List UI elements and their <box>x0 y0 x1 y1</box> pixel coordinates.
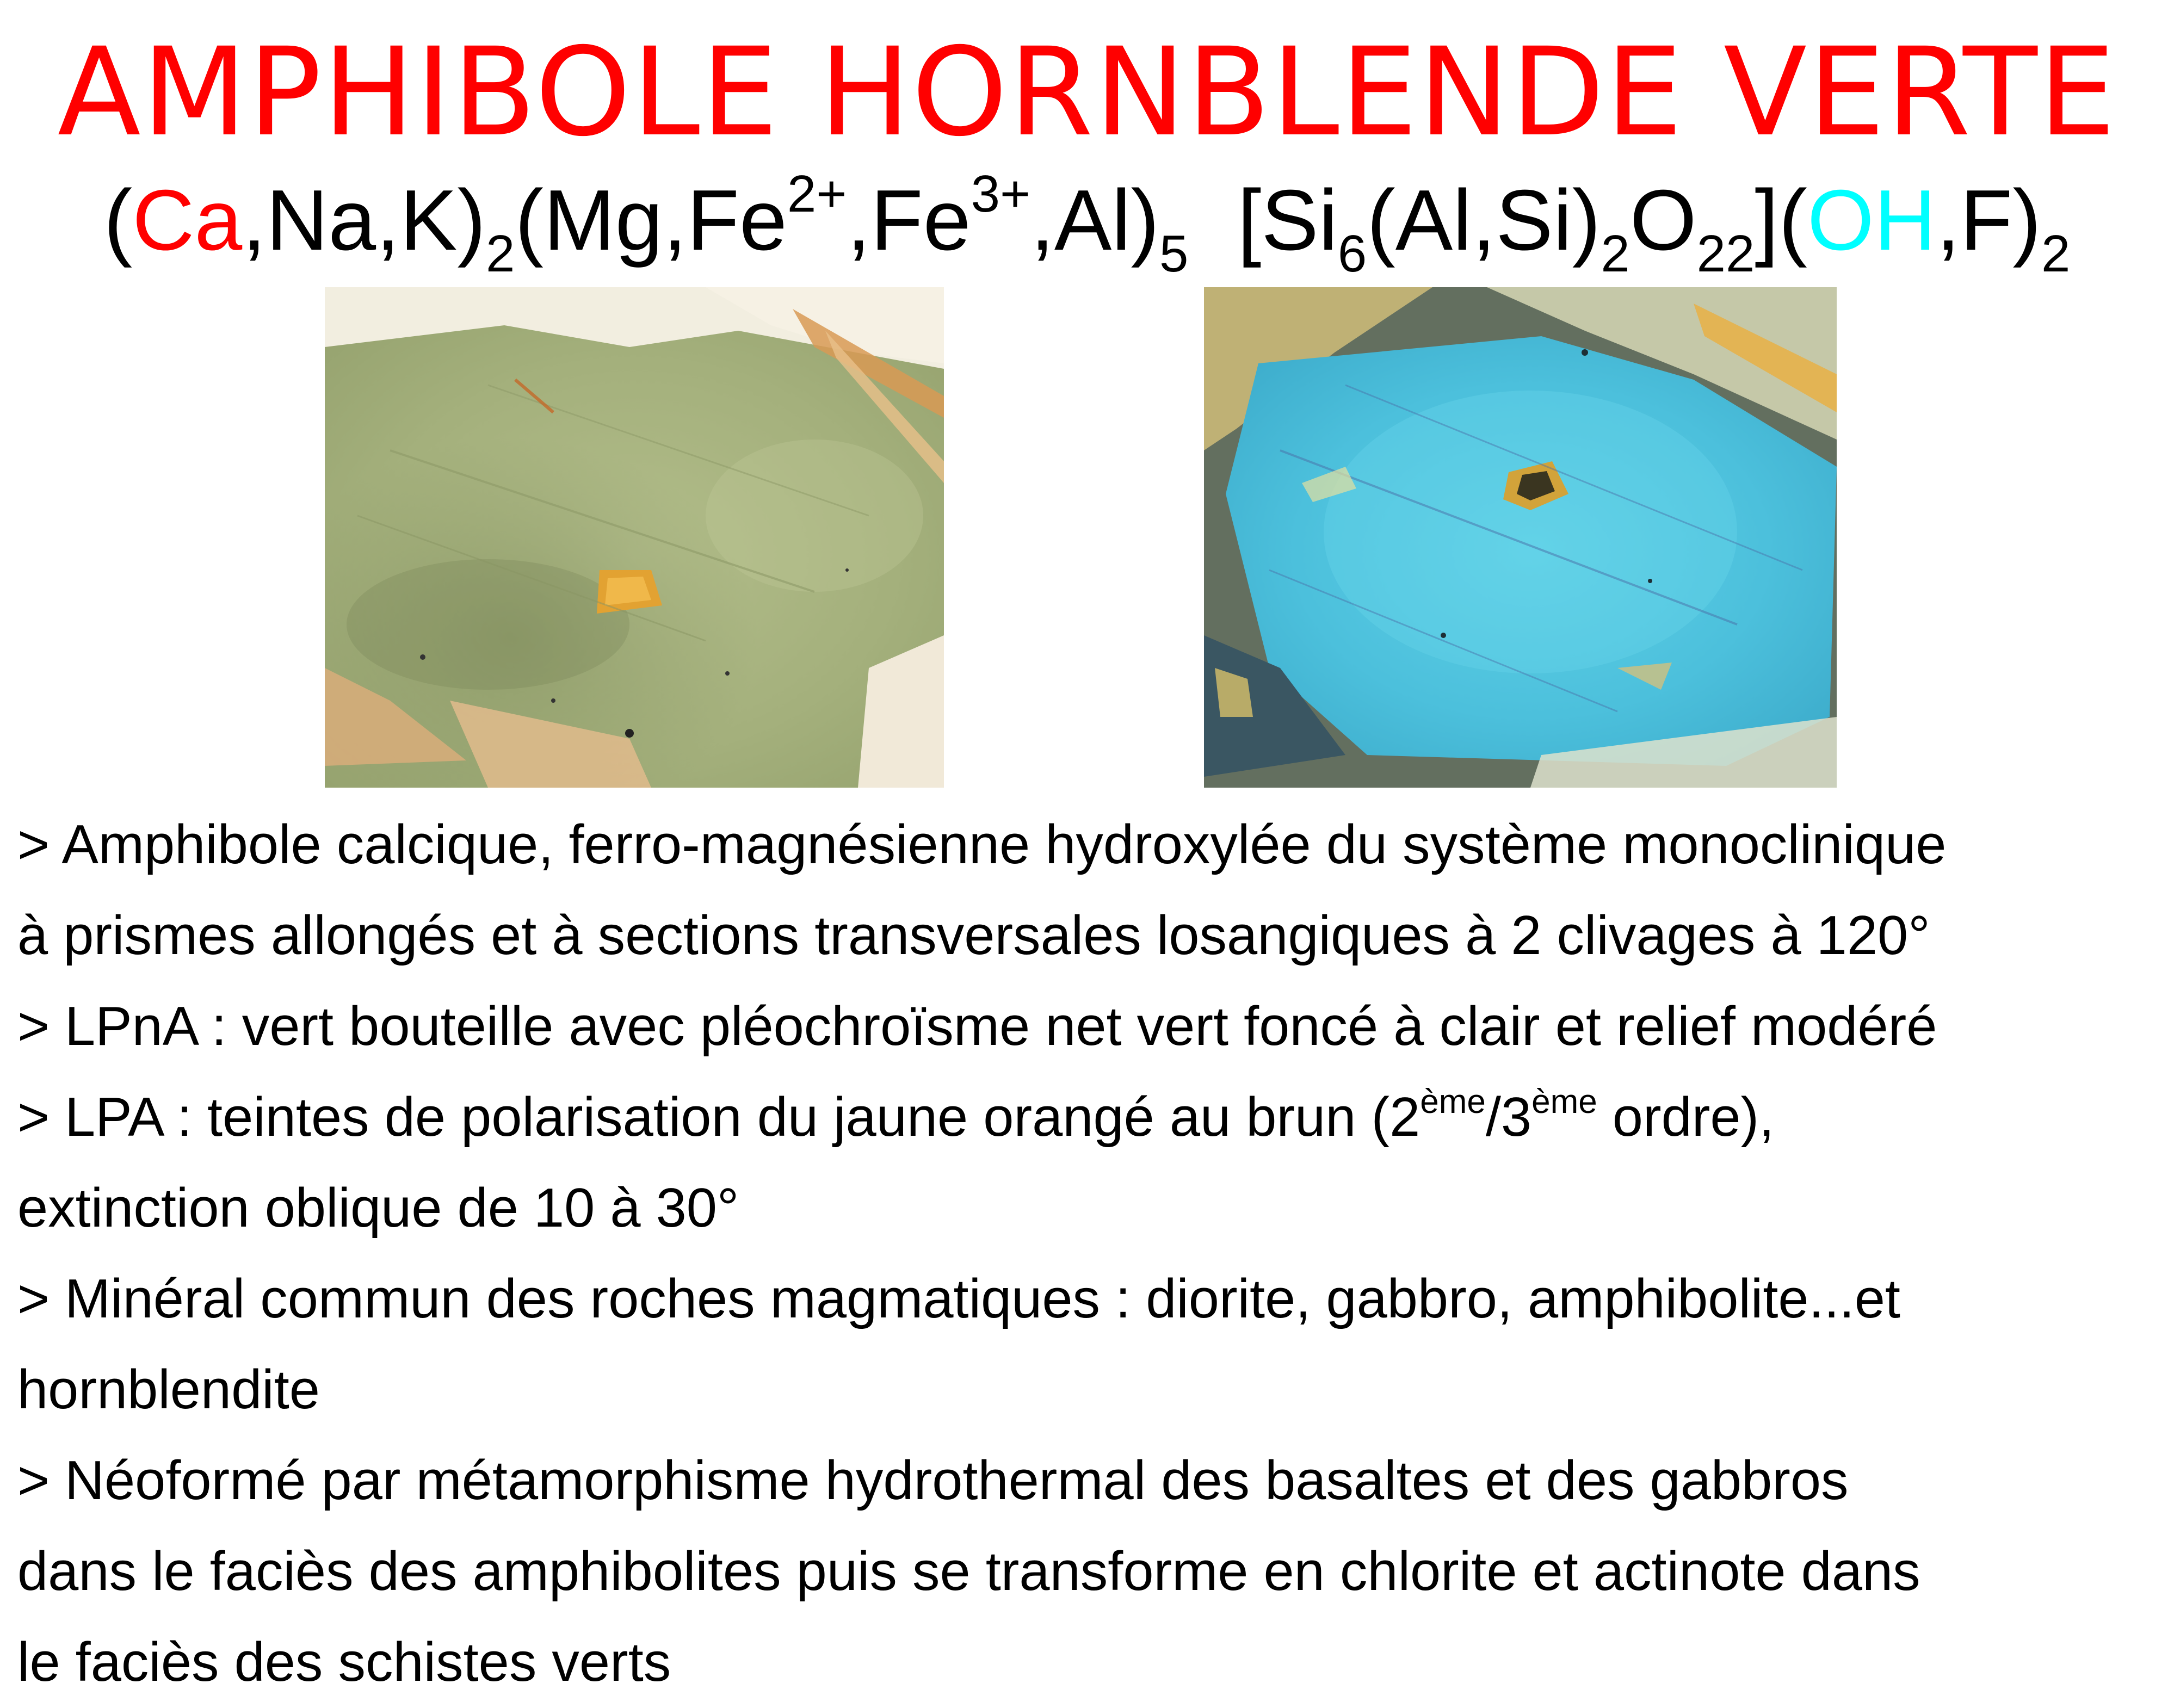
chemical-formula <box>0 163 2174 283</box>
formula-part8: ]( <box>1755 172 1807 268</box>
desc-line-5: extinction oblique de 10 à 30° <box>17 1178 739 1239</box>
formula-oh: OH <box>1807 172 1936 268</box>
formula-part9: ,F) <box>1936 172 2041 268</box>
desc-line-4-a: > LPA : teintes de polarisation du jaune orangé au brun (2 <box>17 1087 1420 1148</box>
desc-line-2: à prismes allongés et à sections transversales losangiques à 2 clivages à 120° <box>17 905 1930 966</box>
desc-line-7: hornblendite <box>17 1359 320 1420</box>
description <box>17 800 2161 1708</box>
desc-line-3: > LPnA : vert bouteille avec pléochroïsme net vert foncé à clair et relief modéré <box>17 996 1937 1057</box>
formula-sub-2a: 2 <box>486 225 515 283</box>
formula-part4: ,Al) <box>1030 172 1160 268</box>
micrograph-lpna-image <box>325 287 944 788</box>
formula-sub-5: 5 <box>1159 225 1189 283</box>
desc-line-1: > Amphibole calcique, ferro-magnésienne hydroxylée du système monoclinique <box>17 814 1947 875</box>
formula-sub-2b: 2 <box>1601 225 1630 283</box>
formula-part3: ,Fe <box>847 172 971 268</box>
formula-part6: (Al,Si) <box>1367 172 1601 268</box>
desc-line-4 <box>17 1072 2161 1163</box>
micrograph-lpa-image <box>1204 287 1837 788</box>
slide-title: AMPHIBOLE HORNBLENDE VERTE <box>57 21 2117 163</box>
micrograph-lpa <box>1204 287 1837 788</box>
desc-line-4-sup1: ème <box>1420 1083 1486 1121</box>
formula-sub-2c: 2 <box>2041 225 2071 283</box>
formula-part5: [Si <box>1237 172 1338 268</box>
formula-part7: O <box>1629 172 1697 268</box>
formula-sub-22: 22 <box>1696 225 1755 283</box>
formula-sup-fe2: 2+ <box>787 165 847 223</box>
desc-line-9: dans le faciès des amphibolites puis se transforme en chlorite et actinote dans <box>17 1541 1920 1602</box>
desc-line-4-c: ordre), <box>1597 1087 1775 1148</box>
desc-line-6: > Minéral commun des roches magmatiques : diorite, gabbro, amphibolite...et <box>17 1268 1900 1329</box>
desc-line-8: > Néoformé par métamorphisme hydrothermal des basaltes et des gabbros <box>17 1450 1849 1511</box>
formula-part2: (Mg,Fe <box>515 172 787 268</box>
desc-line-4-b: /3 <box>1485 1087 1532 1148</box>
desc-line-4-sup2: ème <box>1531 1083 1597 1121</box>
formula-sup-fe3: 3+ <box>971 165 1031 223</box>
formula-ca: Ca <box>132 172 243 268</box>
formula-sub-6: 6 <box>1337 225 1367 283</box>
formula-open-paren: ( <box>103 172 133 268</box>
desc-line-10: le faciès des schistes verts <box>17 1632 671 1693</box>
micrograph-lpna <box>325 287 944 788</box>
formula-part1: ,Na,K) <box>242 172 486 268</box>
